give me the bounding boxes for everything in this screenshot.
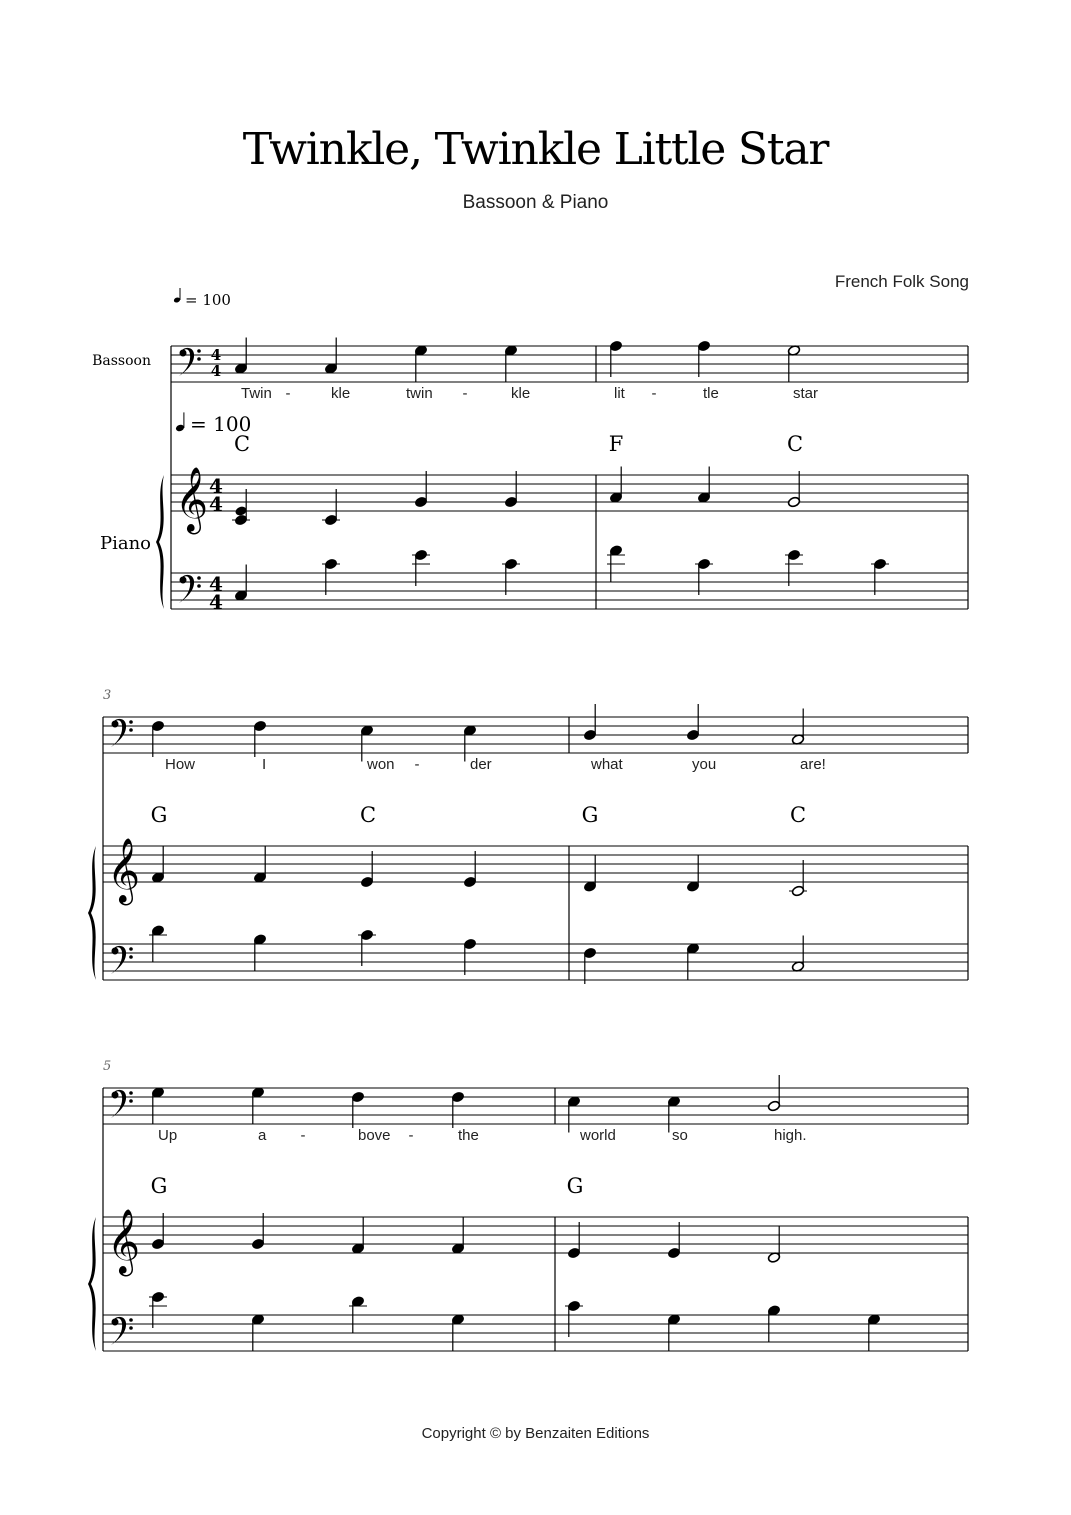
- lyric-syllable: the: [458, 1127, 479, 1144]
- bassoon-note: [151, 720, 164, 757]
- instrument-name-bassoon: Bassoon: [92, 353, 151, 369]
- piano-rh-note: [151, 847, 164, 884]
- piano-lh-note: [349, 1296, 367, 1333]
- time-signature-bottom: 4: [209, 492, 223, 516]
- score-title: Twinkle, Twinkle Little Star: [242, 124, 829, 175]
- piano-rh-note: [351, 1218, 364, 1255]
- lyric-syllable: -: [300, 1127, 306, 1144]
- chord-symbol: C: [786, 432, 804, 456]
- lyric-syllable: I: [262, 756, 267, 773]
- lyric-syllable: der: [470, 756, 492, 773]
- lyric-syllable: -: [462, 385, 468, 402]
- piano-rh-note: [567, 1222, 580, 1259]
- quarter-note-icon: [173, 288, 181, 303]
- piano-lh-note: [667, 1314, 680, 1351]
- treble-clef-icon: 𝄞: [107, 838, 141, 903]
- lyric-syllable: bove: [358, 1127, 391, 1144]
- lyric-syllable: How: [165, 756, 196, 773]
- piano-rh-note: [451, 1218, 464, 1255]
- treble-clef-icon: 𝄞: [107, 1209, 141, 1274]
- bassoon-note: [253, 720, 266, 757]
- chord-symbol: G: [150, 803, 168, 827]
- piano-rh-note: [583, 856, 596, 893]
- piano-lh-note: [767, 1305, 780, 1342]
- piano-rh-note: [697, 467, 710, 504]
- piano-rh-note: [360, 851, 373, 888]
- piano-lh-note: [695, 558, 713, 595]
- lyric-syllable: tle: [703, 385, 719, 402]
- bass-clef-icon: [111, 719, 133, 747]
- piano-brace: [156, 475, 164, 609]
- composer-credit: French Folk Song: [834, 272, 969, 291]
- bassoon-note: [609, 340, 622, 377]
- score-subtitle: Bassoon & Piano: [462, 192, 609, 213]
- bassoon-note: [451, 1091, 464, 1128]
- bass-clef-icon: [111, 1317, 133, 1345]
- piano-lh-note: [412, 549, 430, 586]
- piano-rh-note: [463, 851, 476, 888]
- bassoon-note: [414, 345, 427, 382]
- bassoon-note: [324, 338, 337, 375]
- piano-lh-note: [871, 558, 889, 595]
- lyric-syllable: lit: [614, 385, 625, 402]
- piano-rh-note: [414, 471, 427, 508]
- time-signature-top: 4: [209, 474, 223, 498]
- bass-clef-icon: [111, 946, 133, 974]
- quarter-note-icon: [175, 412, 185, 432]
- piano-lh-note: [502, 558, 520, 595]
- piano-lh-note: [463, 938, 476, 975]
- bassoon-note: [567, 1096, 580, 1133]
- piano-lh-note: [149, 925, 167, 962]
- bass-clef-icon: [179, 348, 201, 376]
- piano-rh-note: [251, 1213, 264, 1250]
- bassoon-note: [251, 1087, 264, 1124]
- chord-symbol: G: [150, 1174, 168, 1198]
- piano-lh-note: [607, 545, 625, 582]
- tempo-marking-bassoon: = 100: [185, 291, 231, 309]
- bassoon-note: [151, 1087, 164, 1124]
- piano-rh-note: [253, 847, 266, 884]
- piano-rh-note: [504, 471, 517, 508]
- lyric-syllable: -: [408, 1127, 414, 1144]
- lyric-syllable: kle: [511, 385, 531, 402]
- bassoon-note: [504, 345, 517, 382]
- piano-brace: [88, 1217, 96, 1351]
- bass-clef-icon: [179, 575, 201, 603]
- lyric-syllable: you: [692, 756, 717, 773]
- piano-lh-note: [451, 1314, 464, 1351]
- piano-rh-note: [686, 856, 699, 893]
- piano-lh-note: [785, 549, 803, 586]
- piano-rh-note: [767, 1227, 780, 1264]
- instrument-name-piano: Piano: [99, 533, 151, 554]
- piano-lh-note: [791, 936, 804, 973]
- bassoon-note: [787, 345, 800, 382]
- piano-brace: [88, 846, 96, 980]
- bassoon-note: [351, 1091, 364, 1128]
- time-signature-bottom: 4: [209, 590, 223, 614]
- piano-lh-note: [251, 1314, 264, 1351]
- time-signature-top: 4: [210, 346, 222, 364]
- piano-lh-note: [358, 929, 376, 966]
- lyric-syllable: -: [414, 756, 420, 773]
- lyric-syllable: -: [285, 385, 291, 402]
- lyric-syllable: star: [793, 385, 819, 402]
- chord-symbol: F: [608, 432, 624, 456]
- lyric-syllable: so: [672, 1127, 688, 1144]
- chord-symbol: G: [566, 1174, 584, 1198]
- lyric-syllable: world: [580, 1127, 616, 1144]
- lyric-syllable: kle: [331, 385, 351, 402]
- piano-lh-note: [867, 1314, 880, 1351]
- lyric-syllable: Twin: [241, 385, 272, 402]
- lyric-syllable: a: [258, 1127, 267, 1144]
- piano-lh-note: [583, 947, 596, 984]
- piano-rh-note: [789, 860, 807, 897]
- piano-rh-note: [787, 471, 800, 508]
- bassoon-note: [686, 704, 699, 741]
- time-signature-top: 4: [209, 572, 223, 596]
- copyright-notice: Copyright © by Benzaiten Editions: [421, 1425, 650, 1442]
- piano-rh-note: [667, 1222, 680, 1259]
- time-signature-bottom: 4: [210, 362, 222, 380]
- piano-lh-note: [234, 565, 247, 602]
- piano-lh-note: [565, 1300, 583, 1337]
- measure-number: 3: [103, 688, 112, 703]
- bassoon-note: [234, 338, 247, 375]
- bassoon-note: [583, 704, 596, 741]
- piano-rh-note: [609, 467, 622, 504]
- chord-symbol: G: [581, 803, 599, 827]
- lyric-syllable: what: [591, 756, 623, 773]
- lyric-syllable: won: [367, 756, 395, 773]
- chord-symbol: C: [359, 803, 377, 827]
- piano-lh-note: [253, 934, 266, 971]
- lyric-syllable: Up: [158, 1127, 178, 1144]
- chord-symbol: C: [233, 432, 251, 456]
- measure-number: 5: [103, 1059, 112, 1074]
- piano-lh-note: [149, 1291, 167, 1328]
- bassoon-note: [767, 1075, 780, 1112]
- bass-clef-icon: [111, 1090, 133, 1118]
- tempo-marking-piano: = 100: [190, 412, 252, 436]
- chord-symbol: C: [789, 803, 807, 827]
- lyric-syllable: -: [651, 385, 657, 402]
- piano-lh-note: [322, 558, 340, 595]
- bassoon-note: [791, 709, 804, 746]
- piano-rh-note: [151, 1213, 164, 1250]
- bassoon-note: [697, 340, 710, 377]
- piano-rh-note: [322, 489, 340, 526]
- lyric-syllable: twin: [406, 385, 433, 402]
- lyric-syllable: are!: [800, 756, 826, 773]
- piano-lh-note: [686, 943, 699, 980]
- treble-clef-icon: 𝄞: [175, 467, 209, 532]
- lyric-syllable: high.: [774, 1127, 807, 1144]
